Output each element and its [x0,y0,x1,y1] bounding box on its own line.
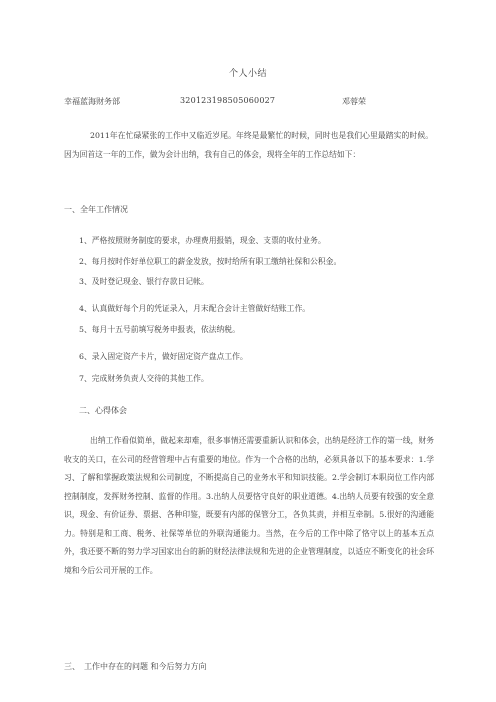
list-item: 6、录入固定资产卡片，做好固定资产盘点工作。 [79,352,248,361]
experience-paragraph: 出纳工作看似简单，做起来却难，很多事情还需要重新认识和体会，出纳是经济工作的第一线，财务收支的关口，在公司的经营管理中占有重要的地位。作为一个合格的出纳，必须具备以下的基本要求：1.学习、了解和掌握政策法规和公司制度，不断提高自己的业务水平和知识技能。2.学会制订本职岗位工作内部控制制度，发挥财务控制、监督的作用。3.出纳人员要恪守良好的职业道德。4.出纳人员要有较强的安全意识，现金、有价证券、票据、各种印鉴，既要有内部的保管分工，各负其责，并相互牵制。5.很好的沟通能力。特别是和工商、税务、社保等单位的外联沟通能力。当然，在今后的工作中除了恪守以上的基本五点外，我还要不断的努力学习国家出台的新的财经法律法规和先进的企业管理制度，以适应不断变化的社会环境和今后公司开展的工作。 [64,436,434,575]
list-item: 2、每月按时作好单位职工的薪金发放，按时给所有职工缴纳社保和公积金。 [79,257,342,266]
department-label: 幸福蓝海财务部 [64,97,120,106]
section-heading-experience: 二、心得体会 [79,406,127,415]
section-heading-work-summary: 一、全年工作情况 [64,205,128,214]
page-title: 个人小结 [228,69,267,79]
list-item: 5、每月十五号前填写税务申报表，依法纳税。 [79,325,240,334]
author-name: 邓蓉荣 [342,97,366,106]
list-item: 1、严格按照财务制度的要求，办理费用报销，现金、支票的收付业务。 [79,236,326,245]
intro-paragraph: 2011年在忙碌紧张的工作中又临近岁尾。年终是最繁忙的时候，同时也是我们心里最踏实的时候。因为回首这一年的工作，做为会计出纳，我有自己的体会，现将全年的工作总结如下： [64,131,433,159]
id-number: 320123198505060027 [180,96,276,105]
list-item: 7、完成财务负责人交待的其他工作。 [79,374,209,383]
list-item: 3、及时登记现金、银行存款日记帐。 [79,277,209,286]
section-heading-problems: 三、 工作中存在的问题 和今后努力方向 [64,662,207,671]
list-item: 4、认真做好每个月的凭证录入，月末配合会计主管做好结账工作。 [79,304,311,313]
